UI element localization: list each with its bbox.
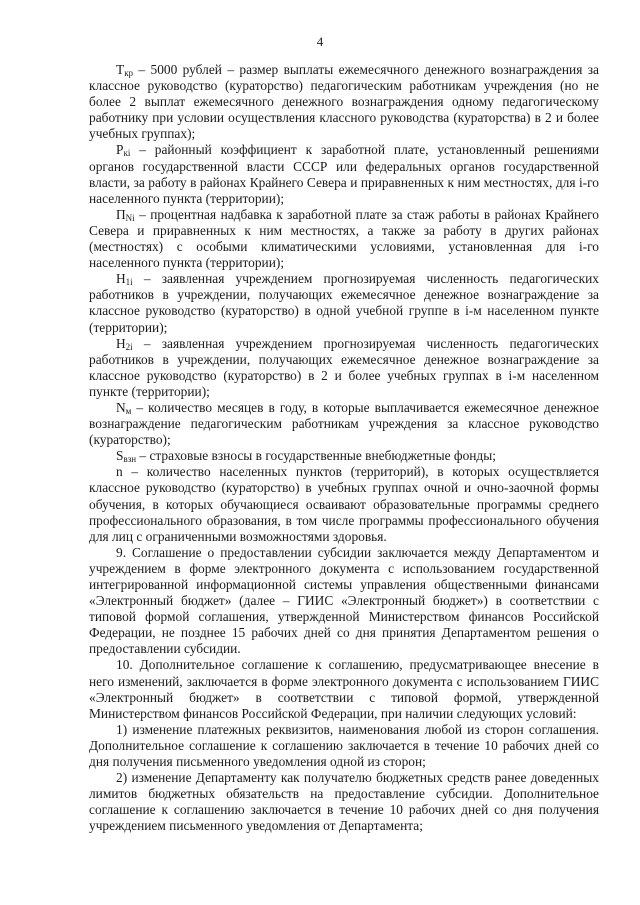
paragraph: 2) изменение Департаменту как получателю бюджетных средств ранее доведенных лимитов бюджетных обязательств на предоставление субсидии. Дополнительное соглашение к соглашению заключается в течение 10 рабочих дней со дня получения учреждением письменного уведомления от Департамента; [89, 770, 599, 834]
paragraph: $П_{Ni}$ – процентная надбавка к заработной плате за стаж работы в районах Крайнего Севера и приравненных к ним местностях, а также за работу в других районах (местностях) с особыми климатическими условиями, установленная для i-го населенного пункта (территории); [89, 206, 599, 271]
paragraph: 1) изменение платежных реквизитов, наименования любой из сторон соглашения. Дополнительное соглашение к соглашению заключается в течение 10 рабочих дней со дня получения письменного уведомления одной из сторон; [89, 721, 599, 770]
paragraph: 9. Соглашение о предоставлении субсидии заключается между Департаментом и учреждением в форме электронного документа с использованием государственной интегрированной информационной системы управления общественными финансами «Электронный бюджет» (далее – ГИИС «Электронный бюджет») в соответствии с типовой формой соглашения, утвержденной Министерством финансов Российской Федерации, не позднее 15 рабочих дней со дня принятия Департаментом решения о предоставлении субсидии. [89, 544, 599, 657]
paragraph: $Р_{кi}$ – районный коэффициент к заработной плате, установленный решениями органов государственной власти СССР или федеральных органов государственной власти, за работу в районах Крайнего Севера и приравненных к ним местностях, для i-го населенного пункта (территории); [89, 142, 599, 206]
page-number: 4 [316, 34, 324, 49]
paragraph: $T_{кр} - 5000$ рублей – размер выплаты ежемесячного денежного вознаграждения за классное руководство (кураторство) педагогическим работникам учреждения (но не более 2 выплат ежемесячного денежного вознаграждения одному педагогическому работнику при условии осуществления классного руководства (кураторства) в 2 и более учебных группах); [89, 62, 599, 142]
paragraph: $N_м$ – количество месяцев в году, в которые выплачивается ежемесячное денежное вознаграждение педагогическим работникам учреждения за классное руководство (кураторство); [89, 399, 599, 448]
paragraph: 10. Дополнительное соглашение к соглашению, предусматривающее внесение в него изменений, заключается в форме электронного документа с использованием ГИИС «Электронный бюджет» в соответствии с типовой формой, утвержденной Министерством финансов Российской Федерации, при наличии следующих условий: [89, 657, 599, 721]
document-body [89, 62, 599, 835]
paragraph: $Н_{2i}$ – заявленная учреждением прогнозируемая численность педагогических работников в учреждении, получающих ежемесячное денежное вознаграждение за классное руководство (кураторство) в 2 и более учебных группах в i-м населенном пункте (территории); [89, 335, 599, 399]
paragraph: $Н_{1i}$ – заявленная учреждением прогнозируемая численность педагогических работников в учреждении, получающих ежемесячное денежное вознаграждение за классное руководство (кураторство) в одной учебной группе в i-м населенном пункте (территории); [89, 271, 599, 335]
paragraph: $S_{взн}$ – страховые взносы в государственные внебюджетные фонды; [116, 448, 496, 465]
paragraph: n – количество населенных пунктов (территорий), в которых осуществляется классное руководство (кураторство) в учебных группах очной и очно-заочной формы обучения, в которых обучающиеся осваивают образовательные программы среднего профессионального образования, в том числе программы профессионального обучения для лиц с ограниченными возможностями здоровья. [89, 464, 599, 544]
